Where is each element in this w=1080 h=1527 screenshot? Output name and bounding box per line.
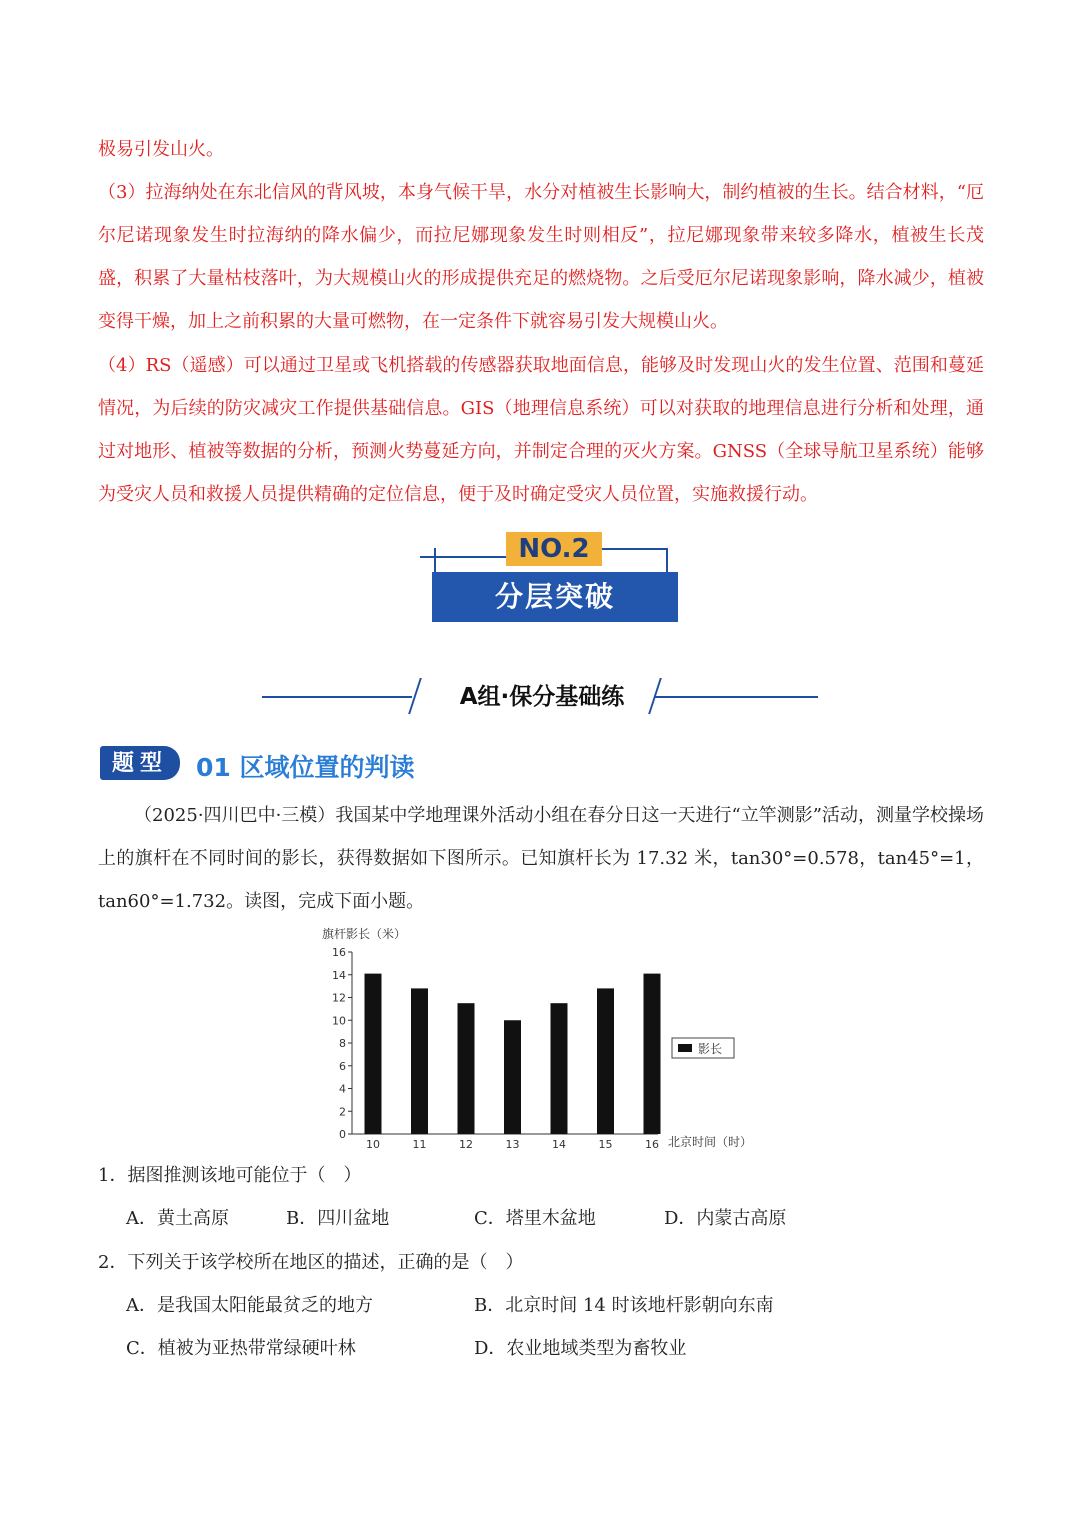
x-tick-label: 13 (505, 1138, 520, 1151)
y-tick-label: 10 (332, 1014, 346, 1028)
y-tick-label: 16 (332, 946, 346, 959)
section-title: 01 区域位置的判读 (196, 753, 415, 782)
y-tick-label: 2 (339, 1105, 346, 1119)
bar (644, 974, 661, 1134)
x-tick-label: 11 (412, 1138, 427, 1151)
legend-label: 影长 (698, 1042, 723, 1056)
section-banner (420, 530, 690, 630)
answer-paragraph-4: （4）RS（遥感）可以通过卫星或飞机搭载的传感器获取地面信息，能够及时发现山火的发生位置、范围和蔓延情况，为后续的防灾减灾工作提供基础信息。GIS（地理信息系统）可以对获取的地理信息进行分析和处理，通过对地形、植被等数据的分析，预测火势蔓延方向，并制定合理的灭火方案。GNSS（全球导航卫星系统）能够为受灾人员和救援人员提供精确的定位信息，便于及时确定受灾人员位置，实施救援行动。 (98, 355, 984, 505)
banner-tick-right (666, 548, 668, 572)
group-heading (262, 676, 818, 718)
y-tick-label: 6 (339, 1059, 346, 1073)
banner-number: NO.2 (506, 532, 602, 566)
question-1-option-d[interactable]: D．内蒙古高原 (664, 1208, 787, 1229)
shadow-length-chart (310, 922, 770, 1154)
answer-paragraph-3: （3）拉海纳处在东北信风的背风坡，本身气候干旱，水分对植被生长影响大，制约植被的生长。结合材料，“厄尔尼诺现象发生时拉海纳的降水偏少，而拉尼娜现象发生时则相反”，拉尼娜现象带来较多降水，植被生长茂盛，积累了大量枯枝落叶，为大规模山火的形成提供充足的燃烧物。之后受厄尔尼诺现象影响，降水减少，植被变得干燥，加上之前积累的大量可燃物，在一定条件下就容易引发大规模山火。 (98, 182, 984, 332)
chart-y-label: 旗杆影长（米） (322, 927, 407, 941)
question-1-stem: 1．据图推测该地可能位于（ ） (98, 1165, 362, 1186)
bar (551, 1003, 568, 1134)
x-tick-label: 16 (645, 1138, 659, 1151)
question-intro: （2025·四川巴中·三模）我国某中学地理课外活动小组在春分日这一天进行“立竿测影”活动，测量学校操场上的旗杆在不同时间的影长，获得数据如下图所示。已知旗杆长为 17.32 米，tan30°=0.578，tan45°=1，tan60°=1.732。读图，完成下面小题。 (98, 805, 984, 912)
question-2-option-b[interactable]: B．北京时间 14 时该地杆影朝向东南 (474, 1295, 774, 1316)
y-tick-label: 14 (332, 968, 346, 982)
heading-line-right (654, 696, 818, 698)
question-2-option-d[interactable]: D．农业地域类型为畜牧业 (474, 1338, 687, 1359)
banner-title: 分层突破 (432, 572, 678, 622)
x-tick-label: 12 (459, 1138, 473, 1151)
banner-line-right (602, 548, 666, 550)
y-tick-label: 0 (339, 1128, 346, 1141)
legend-swatch (678, 1044, 692, 1052)
bar (504, 1020, 521, 1134)
x-tick-label: 10 (366, 1138, 380, 1151)
bar (365, 974, 382, 1134)
question-2-option-a[interactable]: A．是我国太阳能最贫乏的地方 (126, 1295, 373, 1316)
banner-line-left (420, 556, 506, 558)
heading-line-left (262, 696, 412, 698)
bar (458, 1003, 475, 1134)
y-tick-label: 4 (339, 1082, 346, 1096)
banner-tick-left (434, 548, 436, 574)
x-tick-label: 14 (552, 1138, 566, 1151)
group-heading-title: A组·保分基础练 (459, 684, 625, 710)
question-1-option-c[interactable]: C．塔里木盆地 (474, 1208, 596, 1229)
question-1-option-b[interactable]: B．四川盆地 (286, 1208, 390, 1229)
bar (411, 988, 428, 1134)
question-2-option-c[interactable]: C．植被为亚热带常绿硬叶林 (126, 1338, 356, 1359)
y-tick-label: 8 (339, 1037, 346, 1050)
bar (597, 988, 614, 1134)
answer-line-1: 极易引发山火。 (98, 139, 224, 160)
question-1-option-a[interactable]: A．黄土高原 (126, 1208, 229, 1229)
chart-x-label: 北京时间（时） (668, 1135, 753, 1149)
question-2-stem: 2．下列关于该学校所在地区的描述，正确的是（ ） (98, 1252, 524, 1273)
y-tick-label: 12 (332, 991, 346, 1005)
x-tick-label: 15 (598, 1138, 613, 1151)
question-type-badge: 题型 (100, 746, 180, 780)
